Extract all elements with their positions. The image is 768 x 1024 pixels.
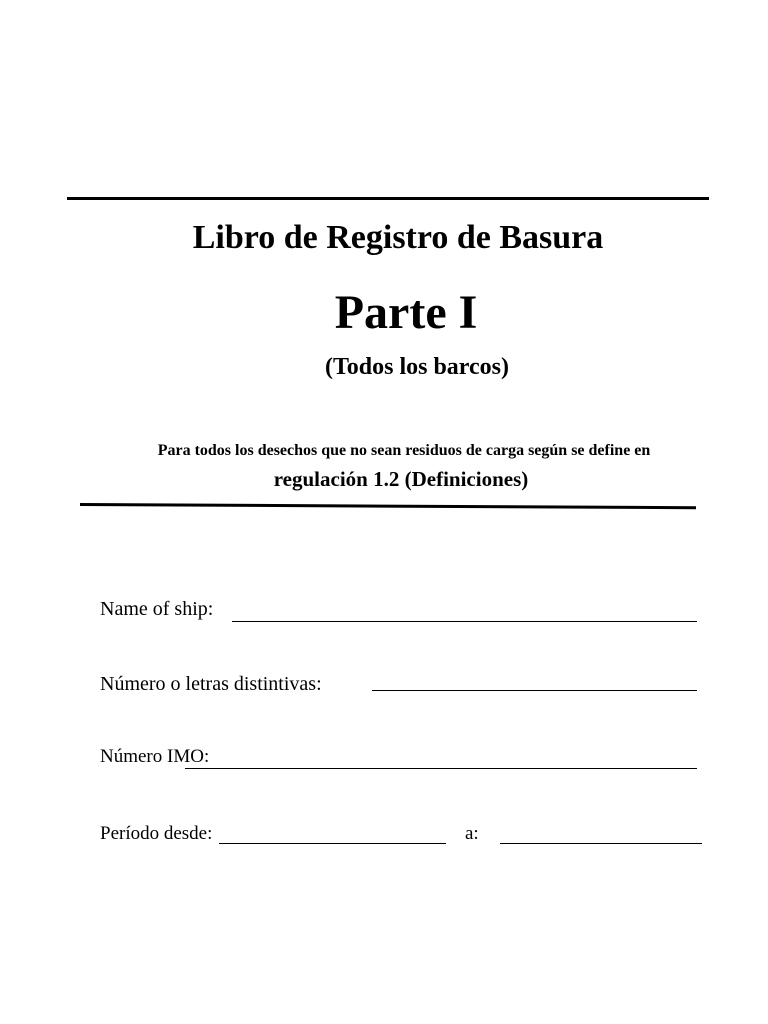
- period-from-label: Período desde:: [100, 823, 213, 844]
- scope-note-line1: Para todos los desechos que no sean residuos de carga según se define en: [157, 442, 651, 459]
- distinctive-field[interactable]: [372, 690, 697, 691]
- top-divider: [67, 197, 709, 200]
- imo-label: Número IMO:: [100, 746, 210, 767]
- distinctive-label: Número o letras distintivas:: [100, 673, 322, 695]
- ship-name-field[interactable]: [232, 621, 697, 622]
- period-to-field[interactable]: [500, 843, 702, 844]
- document-title: Libro de Registro de Basura: [192, 219, 604, 256]
- period-from-field[interactable]: [219, 843, 446, 844]
- scope-note-line2: regulación 1.2 (Definiciones): [273, 467, 529, 491]
- part-heading: Parte I: [334, 286, 478, 339]
- imo-field[interactable]: [185, 768, 697, 769]
- period-to-label: a:: [465, 823, 479, 844]
- ship-name-label: Name of ship:: [100, 598, 214, 620]
- subtitle: (Todos los barcos): [324, 354, 510, 380]
- bottom-divider: [80, 503, 696, 509]
